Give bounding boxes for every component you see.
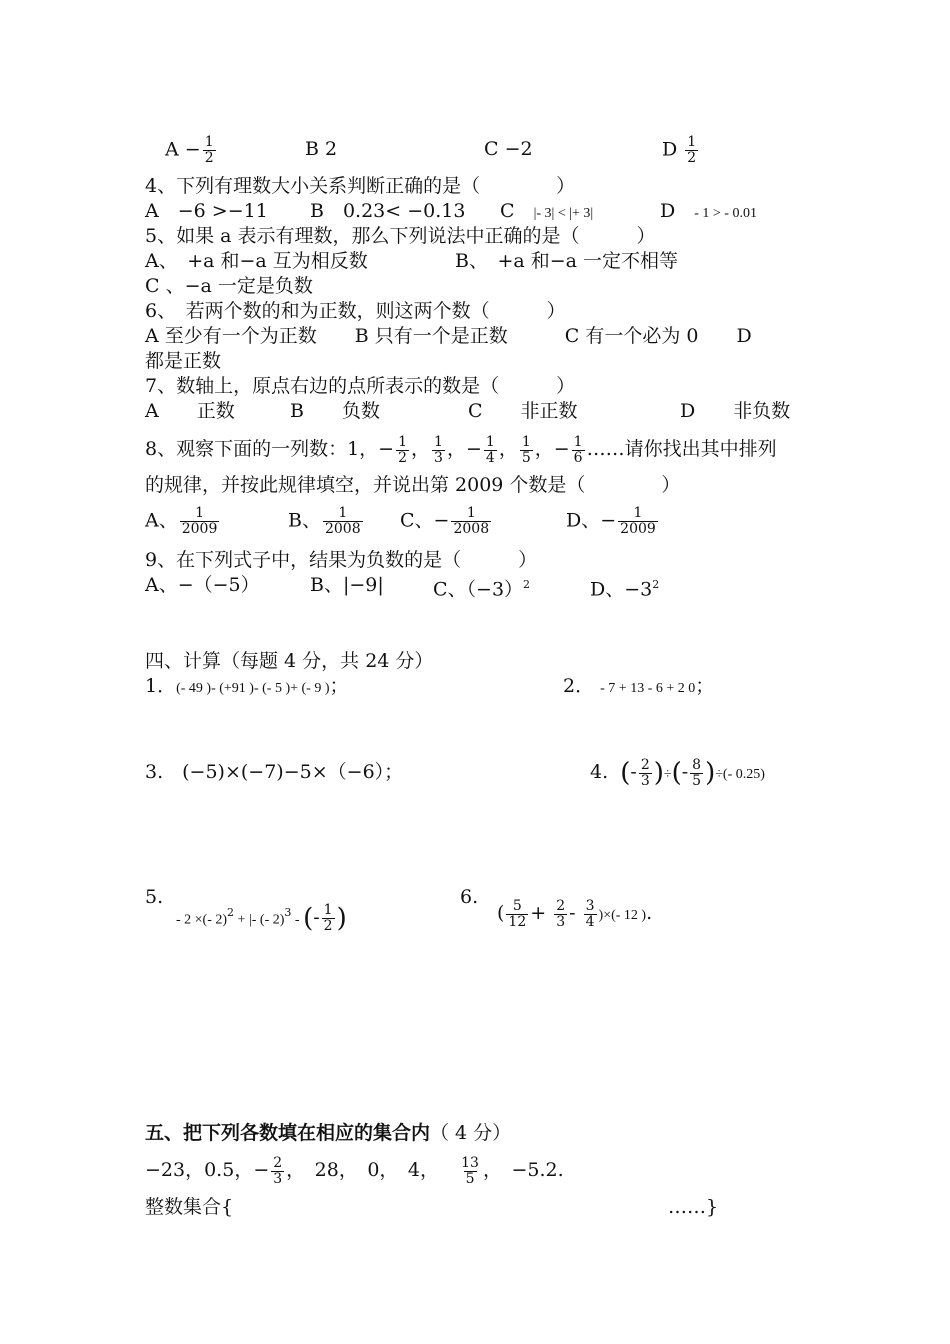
q7-option-d: D 非负数 [680, 400, 791, 422]
q6-stem: 6、 若两个数的和为正数，则这两个数（ ） [145, 300, 566, 322]
q7-option-a: A 正数 [145, 400, 235, 422]
q8-option-d: D、− $\frac{1}{2009}$ [566, 505, 656, 537]
fraction: $\frac{1}{2}$ [204, 134, 214, 166]
q5-stem: 5、如果 a 表示有理数，那么下列说法中正确的是（ ） [145, 225, 656, 247]
calc-problem-1: 1．(- 49 )- (+91 )- (- 5 )+ (- 9 )； [145, 675, 349, 697]
q5-option-a: A、 +a 和−a 互为相反数 [145, 250, 368, 272]
q4-stem: 4、下列有理数大小关系判断正确的是（ ） [145, 175, 576, 197]
q9-option-d: D、$-3^2$ [590, 578, 660, 601]
section5-title: 五、把下列各数填在相应的集合内（ 4 分） [145, 1122, 512, 1144]
q4-option-c: C |- 3| < |+ 3| [500, 200, 594, 222]
q9-option-b: B、|−9| [310, 574, 384, 596]
q3-option-d: D $\frac{1}{2}$ [662, 134, 697, 166]
calc-problem-5: - 2 ×(- 2)$^2$ + |- (- 2)$^3$ - (- $\frac{1}{2}$ ) [176, 901, 347, 934]
q3-option-a: A − $\frac{1}{2}$ [165, 134, 214, 166]
q6-options: A 至少有一个为正数 B 只有一个是正数 C 有一个必为 0 D [145, 325, 752, 347]
section5-numbers: −23，0.5，− $\frac{2}{3}$ ， 28， 0， 4， $\frac{13}{5}$ ， −5.2. [145, 1154, 564, 1187]
fraction: $\frac{1}{2}$ [687, 134, 697, 166]
q6-options-continued: 都是正数 [145, 350, 222, 372]
q8-option-a: A、 $\frac{1}{2009}$ [145, 505, 218, 537]
q7-option-b: B 负数 [290, 400, 380, 422]
q8-option-b: B、 $\frac{1}{2008}$ [288, 505, 361, 537]
q9-option-a: A、−（−5） [145, 574, 260, 596]
section4-title: 四、计算（每题 4 分，共 24 分） [145, 650, 434, 672]
q9-option-c: C、$(-3)^2$ [433, 578, 531, 601]
calc-problem-3: 3. (−5)×(−7)−5×（−6）； [145, 761, 404, 783]
calc-problem-6: ( $\frac{5}{12}$ + $\frac{2}{3}$ - $\frac{3}{4}$ )×(- 12 ). [497, 897, 653, 930]
q3-option-b: B 2 [305, 138, 338, 160]
q7-stem: 7、数轴上，原点右边的点所表示的数是（ ） [145, 375, 576, 397]
q4-option-b: B 0.23< −0.13 [310, 200, 466, 222]
integer-set-label: 整数集合{ [145, 1196, 234, 1218]
q4-option-a: A −6 >−11 [145, 200, 268, 222]
calc-problem-2: 2． - 7 + 13 - 6 + 2 0； [563, 675, 715, 697]
q8-stem: 8、观察下面的一列数：1，− $\frac{1}{2}$ ， $\frac{1}{3}$ ，− $\frac{1}{4}$ ， $\frac{1}{5}$ ，− $\frac{1}{6}$ ……请你找出其中排列 [145, 433, 777, 466]
q8-option-c: C、− $\frac{1}{2008}$ [400, 505, 490, 537]
calc-problem-4: 4. (- $\frac{2}{3}$ )÷(- $\frac{8}{5}$ )÷(- 0.25) [590, 756, 765, 789]
q7-option-c: C 非正数 [468, 400, 578, 422]
q5-option-b: B、 +a 和−a 一定不相等 [455, 250, 679, 272]
q3-option-c: C −2 [484, 138, 533, 160]
q8-stem-line2: 的规律，并按此规律填空，并说出第 2009 个数是（ ） [145, 474, 681, 496]
integer-set-end: ……} [668, 1196, 719, 1218]
q5-option-c: C 、−a 一定是负数 [145, 275, 313, 297]
q4-option-d: D - 1 > - 0.01 [660, 200, 757, 222]
calc-problem-5-label: 5. [145, 886, 164, 908]
q9-stem: 9、在下列式子中，结果为负数的是（ ） [145, 549, 538, 571]
calc-problem-6-label: 6. [460, 886, 479, 908]
